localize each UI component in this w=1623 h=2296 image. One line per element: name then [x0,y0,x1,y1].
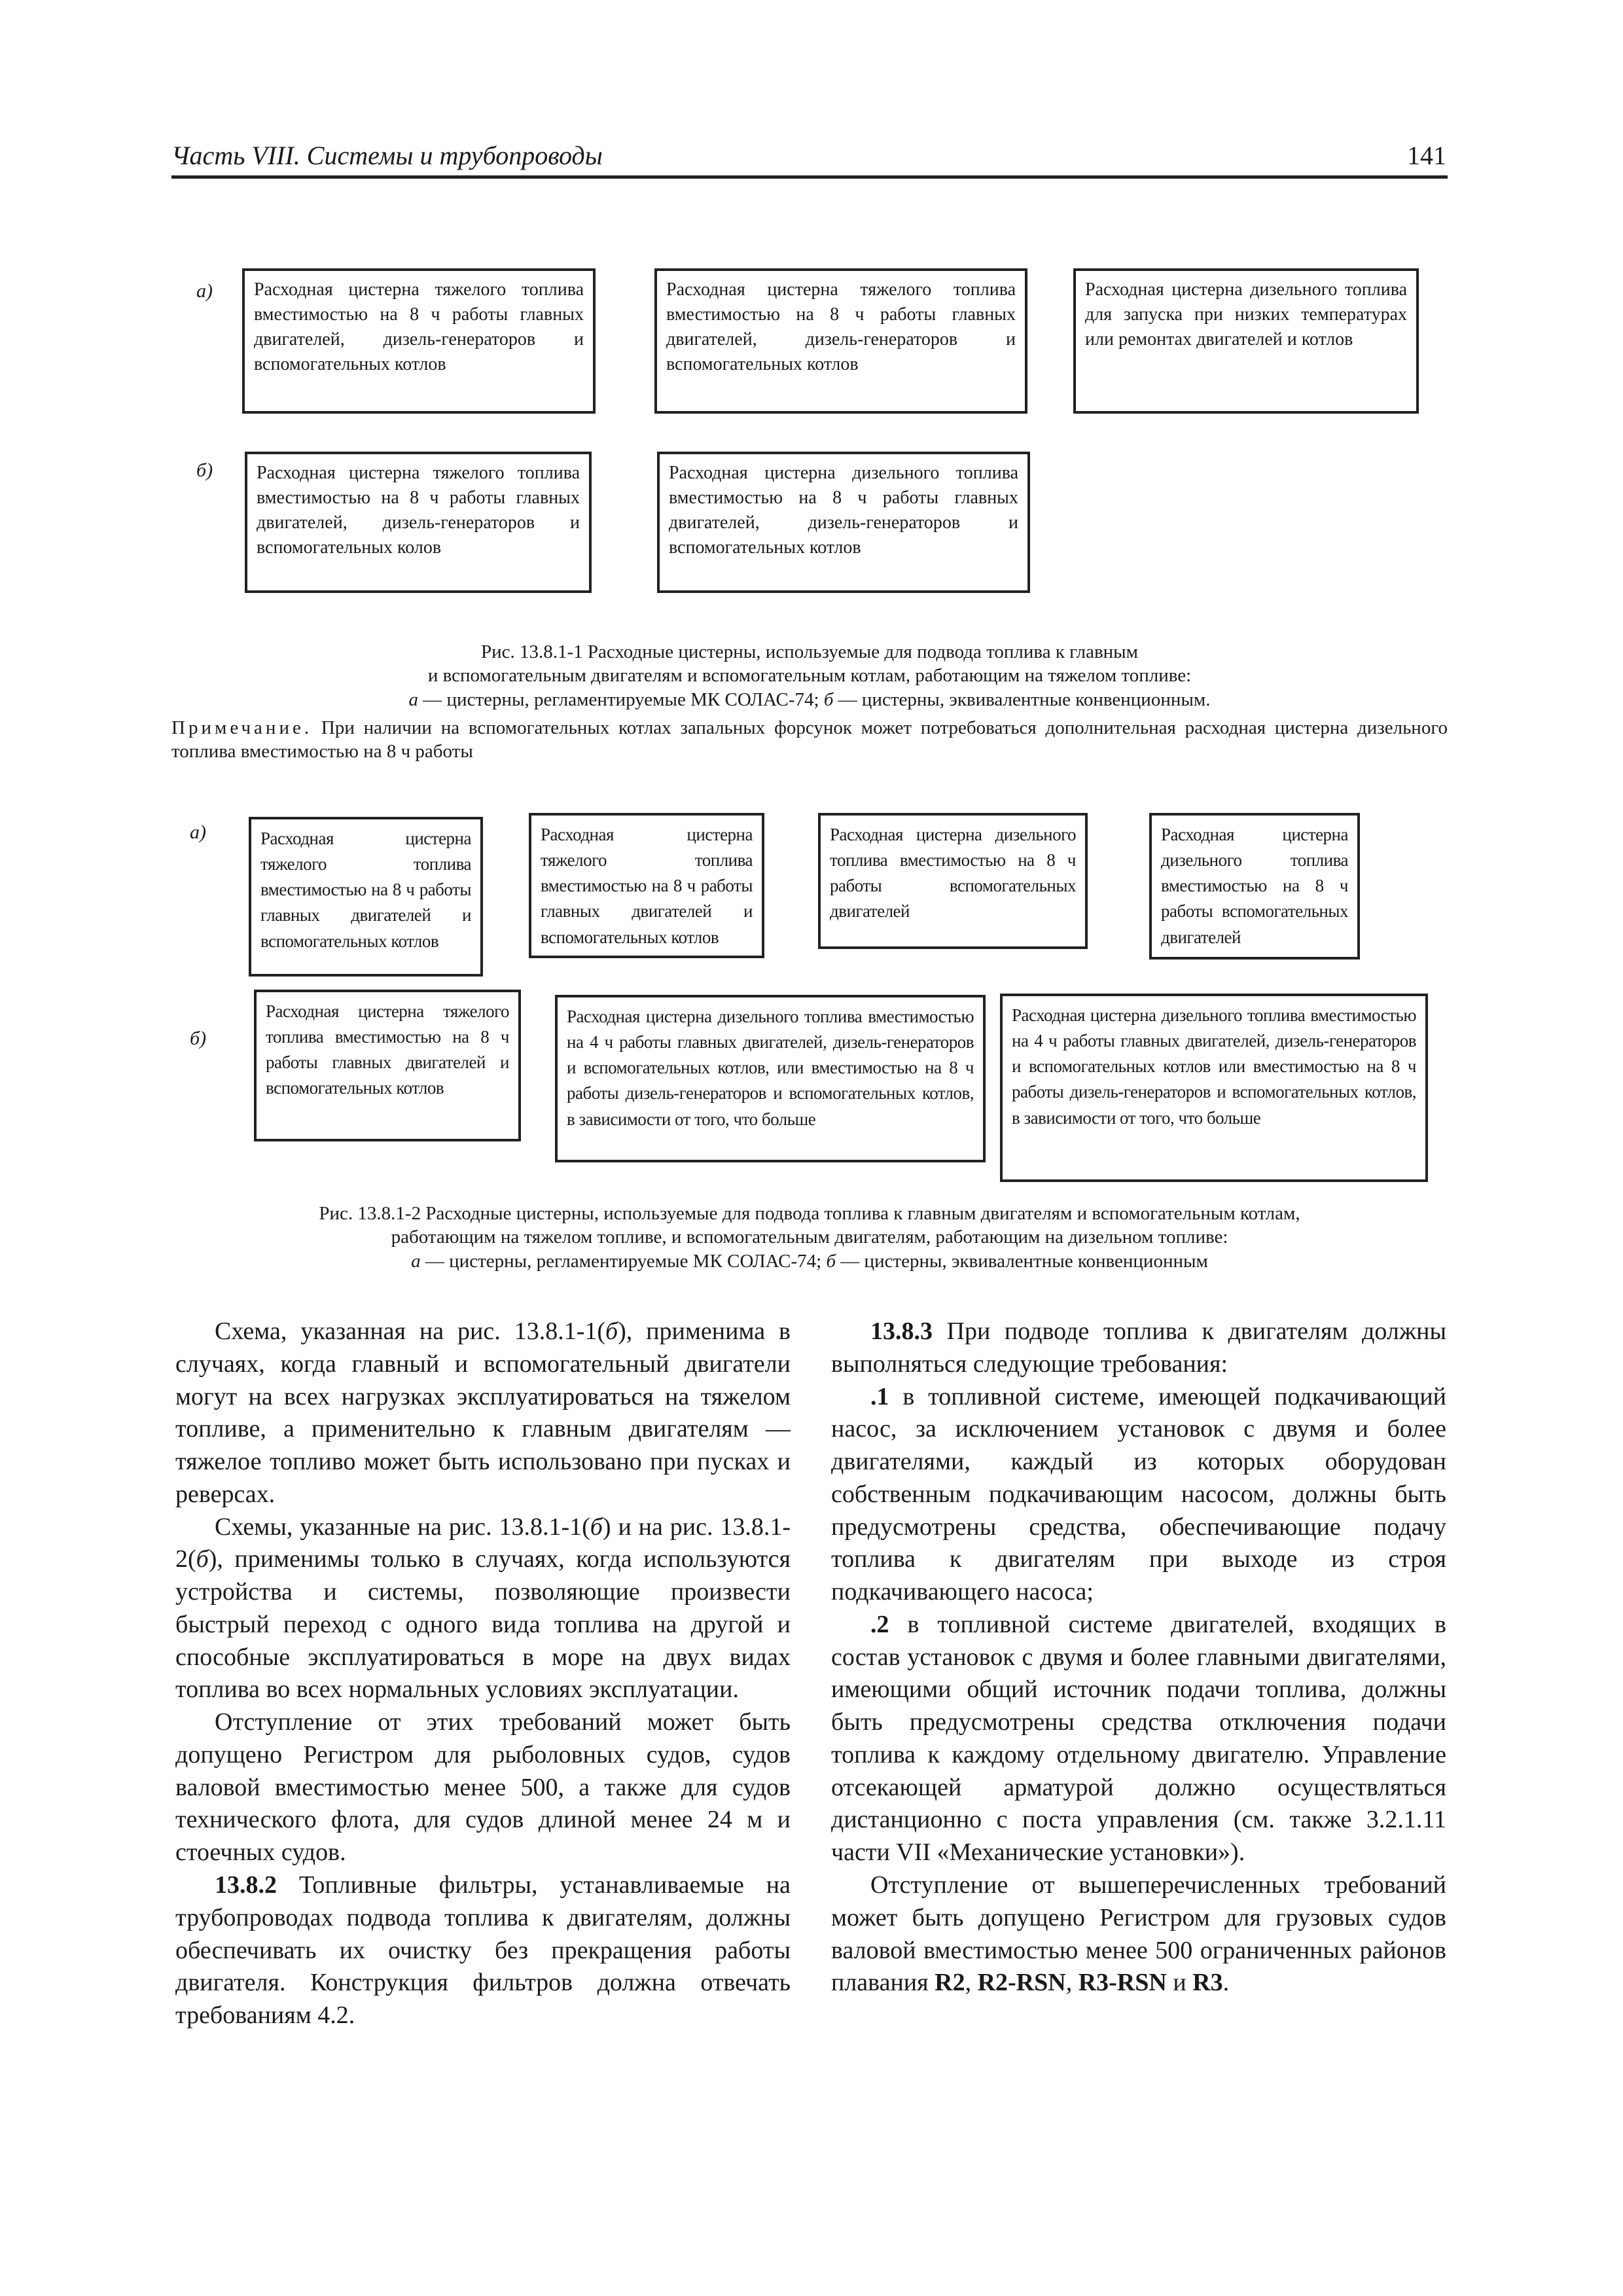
fig1-note-text: При наличии на вспомогательных котлах запальных форсунок может потребоваться дополнительная расходная цистерна дизельного топлива вместимостью на 8 ч работы [171,717,1448,762]
page-number: 141 [1407,141,1446,170]
fig2-caption-line3 [171,1249,1448,1273]
fig2-box-b1: Расходная цистерна тяжелого топлива вместимостью на 8 ч работы главных двигателей и вспомогательных котлов [254,990,521,1141]
right-p4-end: . [1222,1969,1230,1997]
row-label-a: а) [196,280,213,302]
fig1-box-a2: Расходная цистерна тяжелого топлива вместимостью на 8 ч работы главных двигателей, дизель-генераторов и вспомогательных котлов [654,268,1027,414]
fig2-box-b3: Расходная цистерна дизельного топлива вместимостью на 4 ч работы главных двигателей, дизель-генераторов и вспомогательных котлов или вместимостью на 8 ч работы дизель-генераторов и вспомогательных котлов, в зависимости от того, что больше [1000,994,1428,1182]
right-paragraph-4 [831,1869,1446,2000]
right-column [831,1316,1446,2000]
row-label-b: б) [196,459,213,481]
left-p2-text-a: Схемы, указанные на рис. 13.8.1-1( [215,1513,590,1541]
area-code-r3: R3 [1192,1969,1223,1997]
fig2-caption-b: б [826,1250,836,1272]
right-paragraph-3 [831,1609,1446,1869]
left-paragraph-4 [175,1869,791,2032]
fig2-caption-a-text: — цистерны, регламентируемые МК СОЛАС-74; [420,1250,827,1272]
right-p1-text: При подводе топлива к двигателям должны выполняться следующие требования: [831,1318,1446,1378]
right-paragraph-1 [831,1316,1446,1381]
area-code-r2: R2 [935,1969,965,1997]
fig1-caption-line2: и вспомогательным двигателям и вспомогательным котлам, работающим на тяжелом топливе: [427,665,1192,687]
left-paragraph-2 [175,1511,791,1707]
left-p2-italic-1: б [590,1513,603,1541]
right-p4-sep-1: , [965,1969,978,1997]
fig1-caption-line1: Рис. 13.8.1-1 Расходные цистерны, используемые для подвода топлива к главным [480,641,1138,662]
row-label-a-2: а) [190,821,206,843]
fig2-caption-a: а [411,1250,421,1272]
area-code-r3-rsn: R3-RSN [1078,1969,1167,1997]
left-p2-text-c: ), применимы только в случаях, когда используются устройства и системы, позволяющие произвести быстрый переход с одного вида топлива на другой и способные эксплуатироваться в море на двух видах топлива во всех нормальных условиях эксплуатации. [175,1545,791,1704]
left-paragraph-1 [175,1316,791,1511]
fig1-caption-a: а [408,689,419,710]
left-column [175,1316,791,2032]
area-code-r2-rsn: R2-RSN [977,1969,1066,1997]
right-paragraph-2 [831,1381,1446,1609]
fig1-box-b1: Расходная цистерна тяжелого топлива вместимостью на 8 ч работы главных двигателей, дизель-генераторов и вспомогательных колов [245,452,592,593]
left-p1-text-a: Схема, указанная на рис. 13.8.1-1( [215,1318,605,1345]
right-p3-text: в топливной системе двигателей, входящих в состав установок с двумя и более главными двигателями, имеющими общий источник подачи топлива, должны быть предусмотрены средства отключения подачи топлива к каждому отдельному двигателю. Управление отсекающей арматурой должно осуществляться дистанционно с поста управления (см. также 3.2.1.11 части VII «Механические установки»). [831,1610,1446,1867]
fig2-caption-line1: Рис. 13.8.1-2 Расходные цистерны, используемые для подвода топлива к главным двигателям и вспомогательным котлам, [319,1203,1300,1224]
running-header-title: Часть VIII. Системы и трубопроводы [171,141,603,170]
left-paragraph-3: Отступление от этих требований может быть допущено Регистром для рыболовных судов, судов валовой вместимостью менее 500, а также для судов технического флота, для судов длиной менее 24 м и стоечных судов. [175,1708,791,1867]
fig2-box-a4: Расходная цистерна дизельного топлива вместимостью на 8 ч работы вспомогательных двигателей [1149,813,1360,960]
fig1-note-label: Примечание. [171,717,313,738]
left-p2-italic-2: б [196,1545,209,1573]
fig2-caption-b-text: — цистерны, эквивалентные конвенционным [836,1250,1208,1272]
fig1-note [171,716,1448,764]
row-label-b-2: б) [190,1028,207,1049]
item-number-2: .2 [870,1610,889,1638]
fig1-box-a1: Расходная цистерна тяжелого топлива вместимостью на 8 ч работы главных двигателей, дизель-генераторов и вспомогательных котлов [242,268,596,414]
fig1-caption [171,640,1448,711]
section-number-13-8-3: 13.8.3 [870,1318,933,1345]
left-p4-text: Топливные фильтры, устанавливаемые на трубопроводах подвода топлива к двигателям, должны обеспечивать их очистку без прекращения работы двигателя. Конструкция фильтров должна отвечать требованиям 4.2. [175,1871,791,2030]
fig2-box-a1: Расходная цистерна тяжелого топлива вместимостью на 8 ч работы главных двигателей и вспомогательных котлов [249,817,483,977]
section-number-13-8-2: 13.8.2 [215,1871,277,1899]
fig1-caption-line3 [171,688,1448,711]
fig2-box-a3: Расходная цистерна дизельного топлива вместимостью на 8 ч работы вспомогательных двигателей [818,813,1088,949]
fig2-caption [171,1202,1448,1273]
fig1-caption-b: б [823,689,834,710]
right-p2-text: в топливной системе, имеющей подкачивающий насос, за исключением установок с двумя и более двигателями, каждый из которых оборудован собственным подкачивающим насосом, должны быть предусмотрены средства, обеспечивающие подачу топлива к двигателям при выходе из строя подкачивающего насоса; [831,1382,1446,1606]
fig1-box-b2: Расходная цистерна дизельного топлива вместимостью на 8 ч работы главных двигателей, дизель-генераторов и вспомогательных котлов [657,452,1030,593]
fig1-box-a3: Расходная цистерна дизельного топлива для запуска при низких температурах или ремонтах двигателей и котлов [1073,268,1419,414]
left-p2-text-b: ) и на рис. 13.8.1-2( [175,1513,791,1573]
left-p1-italic: б [605,1318,618,1345]
fig2-box-a2: Расходная цистерна тяжелого топлива вместимостью на 8 ч работы главных двигателей и вспомогательных котлов [529,813,764,958]
right-p4-and: и [1166,1969,1193,1997]
fig2-box-b2: Расходная цистерна дизельного топлива вместимостью на 4 ч работы главных двигателей, дизель-генераторов и вспомогательных котлов, или вместимостью на 8 ч работы дизель-генераторов и вспомогательных котлов, в зависимости от того, что больше [555,995,986,1162]
item-number-1: .1 [870,1382,889,1410]
left-p1-text-b: ), применима в случаях, когда главный и вспомогательный двигатели могут на всех нагрузках эксплуатироваться на тяжелом топливе, а применительно к главным двигателям — тяжелое топливо может быть использовано при пусках и реверсах. [175,1318,791,1508]
fig1-caption-a-text: — цистерны, регламентируемые МК СОЛАС-74; [418,689,824,710]
fig1-caption-b-text: — цистерны, эквивалентные конвенционным. [833,689,1211,710]
fig2-caption-line2: работающим на тяжелом топливе, и вспомогательным двигателям, работающим на дизельном топливе: [391,1227,1228,1248]
right-p4-text: Отступление от вышеперечисленных требований может быть допущено Регистром для грузовых судов валовой вместимостью менее 500 ограниченных районов плавания [831,1871,1446,1997]
right-p4-sep-2: , [1065,1969,1079,1997]
header-rule [171,175,1448,179]
